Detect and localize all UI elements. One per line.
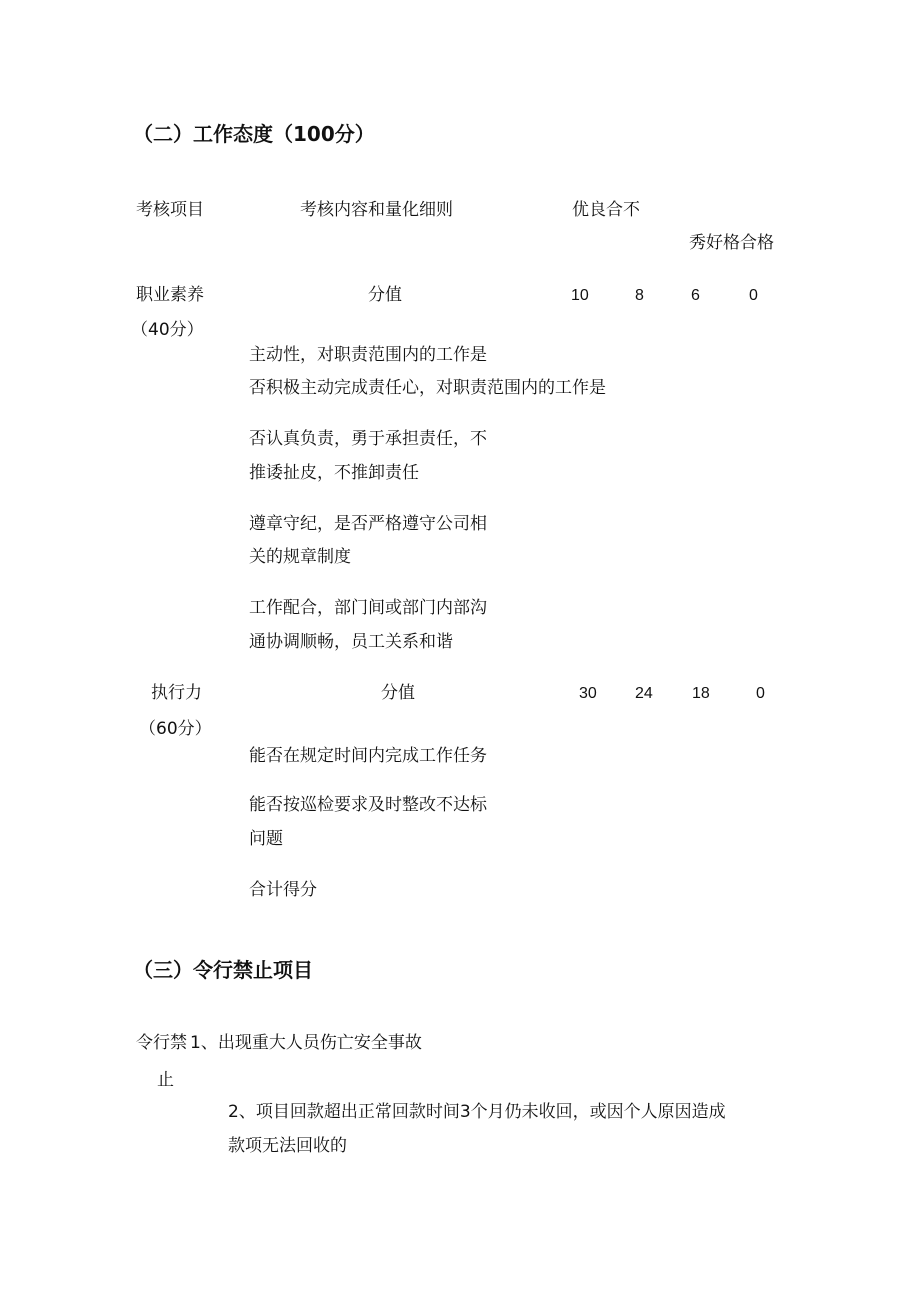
prohibition-item-2-line1: 2、项目回款超出正常回款时间3个月仍未收回，或因个人原因造成 [228,1102,726,1122]
score-fail: 0 [756,685,765,702]
criterion-text: 否认真负责，勇于承担责任，不 [249,429,487,449]
score-pass: 6 [691,287,700,304]
score-good: 24 [635,685,653,702]
criterion-text: 能否在规定时间内完成工作任务 [249,746,487,766]
group-weight-professional-quality: （40分） [131,320,204,340]
header-grades-line1: 优良合不 [572,200,640,220]
criterion-text: 主动性，对职责范围内的工作是 [249,345,487,365]
prohibition-item-1: 1、出现重大人员伤亡安全事故 [190,1033,422,1053]
score-fail: 0 [749,287,758,304]
score-pass: 18 [692,685,710,702]
total-score-label: 合计得分 [249,880,317,900]
section-2-heading: （二）工作态度（100分） [133,122,375,146]
criterion-text: 通协调顺畅，员工关系和谐 [249,632,453,652]
criterion-text: 遵章守纪，是否严格遵守公司相 [249,514,487,534]
prohibition-label-line2: 止 [157,1070,174,1090]
prohibition-label-line1: 令行禁 [136,1033,187,1053]
criterion-text: 否积极主动完成责任心，对职责范围内的工作是 [249,378,606,398]
score-label: 分值 [368,285,402,305]
criterion-text: 工作配合，部门间或部门内部沟 [249,598,487,618]
criterion-text: 推诿扯皮，不推卸责任 [249,463,419,483]
score-excellent: 10 [571,287,589,304]
header-assessment-content: 考核内容和量化细则 [300,200,453,220]
prohibition-item-2-line2: 款项无法回收的 [228,1136,347,1156]
header-assessment-item: 考核项目 [136,200,204,220]
header-grades-line2: 秀好格合格 [689,233,774,253]
score-label: 分值 [381,683,415,703]
criterion-text: 问题 [249,829,283,849]
score-excellent: 30 [579,685,597,702]
group-name-professional-quality: 职业素养 [136,285,204,305]
section-3-heading: （三）令行禁止项目 [133,958,313,982]
group-weight-execution: （60分） [139,719,212,739]
criterion-text: 关的规章制度 [249,547,351,567]
score-good: 8 [635,287,644,304]
criterion-text: 能否按巡检要求及时整改不达标 [249,795,487,815]
group-name-execution: 执行力 [151,683,202,703]
